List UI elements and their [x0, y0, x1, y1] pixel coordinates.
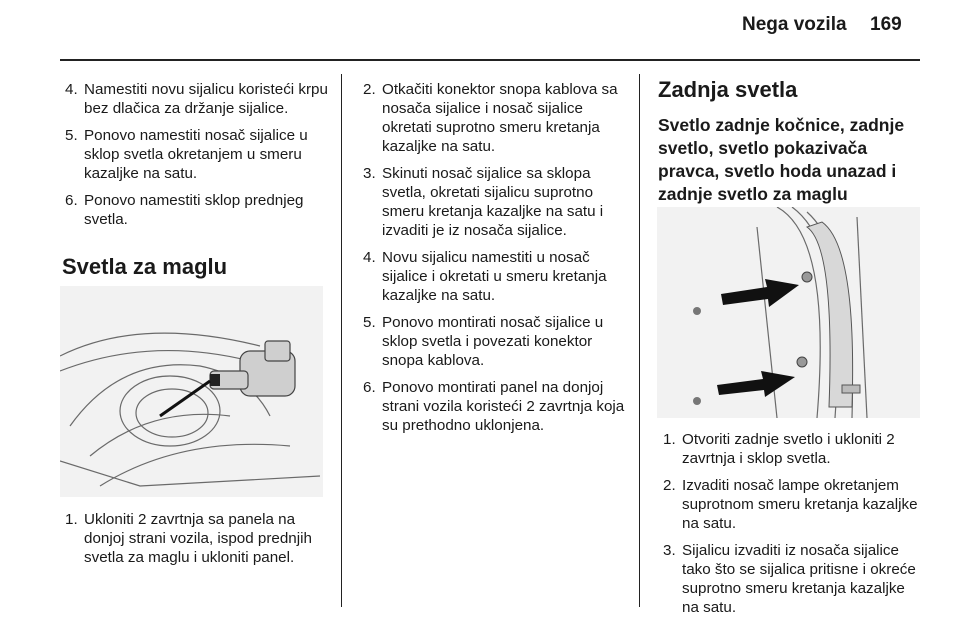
subsection-heading: Svetlo zadnje kočnice, zadnje svetlo, svetlo pokazivača pravca, svetlo hoda unazad i zadnje svetlo za maglu	[658, 115, 905, 204]
steps-list-headlamp	[62, 80, 330, 229]
list-item: 5. Ponovo montirati nosač sijalice u sklop svetla i povezati konektor snopa kablova.	[363, 314, 604, 369]
fog-light-figure	[60, 286, 323, 497]
section-heading-fog-lights: Svetla za maglu	[62, 254, 228, 279]
list-item: 4. Namestiti novu sijalicu koristeći krpu bez dlačica za držanje sijalice.	[65, 81, 328, 117]
list-item: 2. Otkačiti konektor snopa kablova sa nosača sijalice i nosač sijalice okretati suprotno smeru kretanja kazaljke na satu.	[363, 81, 618, 155]
column-divider-1	[341, 74, 342, 607]
steps-list-fog-continued	[360, 80, 628, 435]
list-item: 4. Novu sijalicu namestiti u nosač sijalice i okretati u smeru kretanja kazaljke na satu.	[363, 249, 607, 304]
rear-light-figure	[657, 207, 920, 418]
section-heading-rear-lights: Zadnja svetla	[658, 77, 798, 102]
column-1	[62, 80, 330, 237]
column-divider-2	[639, 74, 640, 607]
steps-list-fog	[62, 510, 332, 567]
list-item: 1. Ukloniti 2 zavrtnja sa panela na donjoj strani vozila, ispod prednjih svetla za maglu i ukloniti panel.	[65, 511, 312, 566]
steps-list-rear	[660, 430, 922, 617]
list-item: 6. Ponovo namestiti sklop prednjeg svetla.	[65, 192, 304, 228]
page-header-title: Nega vozila	[742, 14, 847, 35]
column-1-lower	[62, 510, 332, 575]
page-number: 169	[870, 14, 902, 35]
list-item: 3. Sijalicu izvaditi iz nosača sijalice tako što se sijalica pritisne i okreće suprotno smeru kretanja kazaljke na satu.	[663, 542, 916, 616]
list-item: 3. Skinuti nosač sijalice sa sklopa svetla, okretati sijalicu suprotno smeru kretanja kazaljke na satu i izvaditi je iz nosača sijalice.	[363, 165, 604, 239]
column-2	[360, 80, 628, 443]
list-item: 2. Izvaditi nosač lampe okretanjem suprotnom smeru kretanja kazaljke na satu.	[663, 477, 918, 532]
list-item: 1. Otvoriti zadnje svetlo i ukloniti 2 zavrtnja i sklop svetla.	[663, 431, 895, 467]
list-item: 6. Ponovo montirati panel na donjoj strani vozila koristeći 2 zavrtnja koja su prethodno uklonjena.	[363, 379, 625, 434]
column-3-list	[660, 430, 922, 625]
list-item: 5. Ponovo namestiti nosač sijalice u sklop svetla okretanjem u smeru kazaljke na satu.	[65, 127, 308, 182]
header-rule	[60, 59, 920, 61]
